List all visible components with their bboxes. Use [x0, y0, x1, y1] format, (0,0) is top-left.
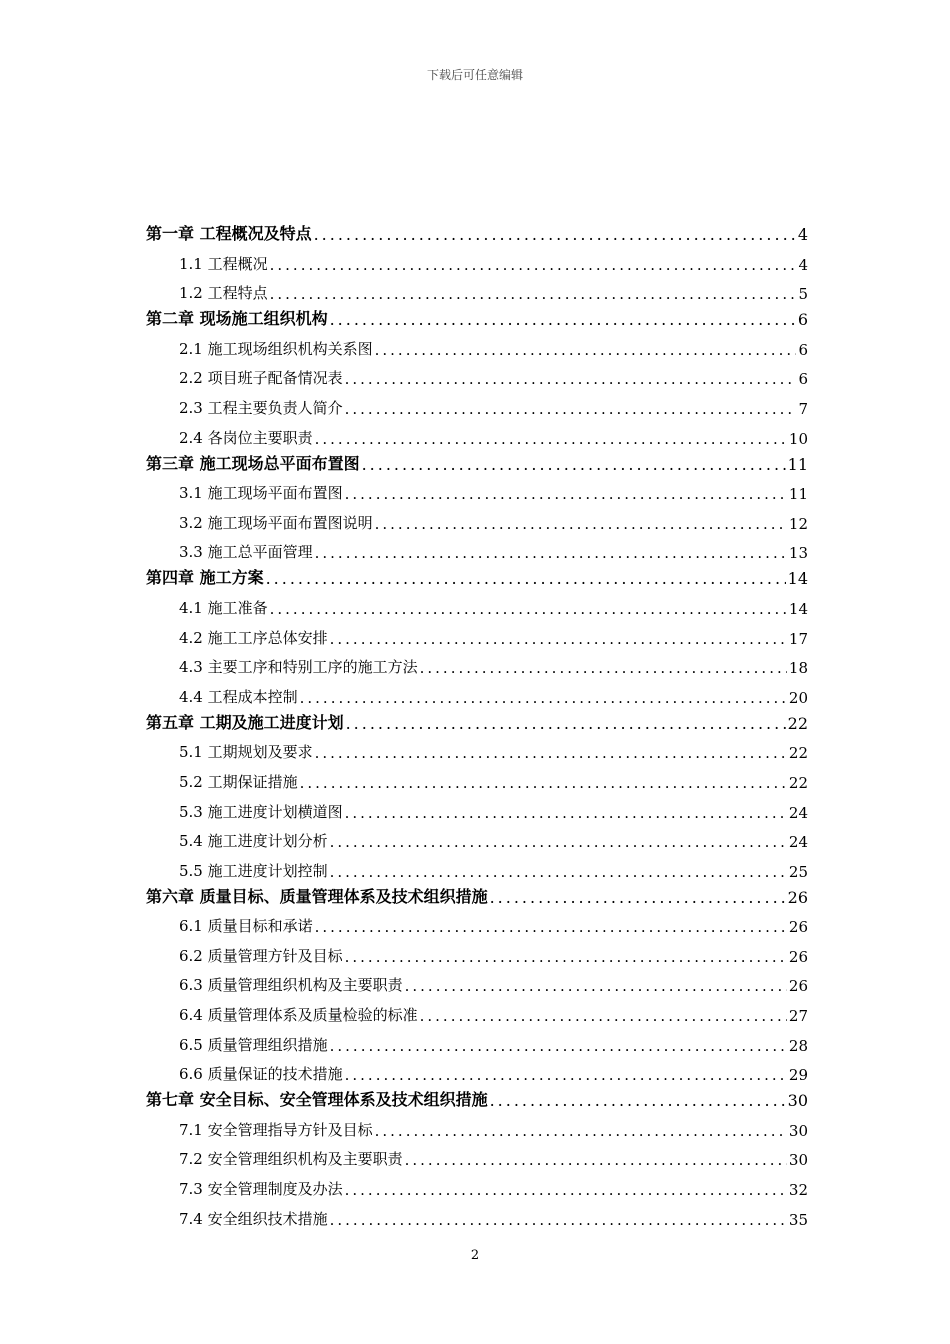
toc-entry-page: 4: [798, 255, 808, 274]
toc-entry-title: 第三章 施工现场总平面布置图: [146, 453, 360, 473]
toc-section-entry[interactable]: [146, 359, 808, 389]
toc-entry-title: 4.4 工程成本控制: [179, 687, 298, 706]
dot-leader: [375, 515, 787, 533]
dot-leader: [315, 744, 787, 762]
toc-entry-page: 27: [788, 1007, 808, 1026]
toc-entry-page: 6: [798, 340, 808, 359]
toc-entry-page: 11: [787, 454, 808, 474]
toc-entry-title: 第六章 质量目标、质量管理体系及技术组织措施: [146, 886, 488, 906]
toc-entry-page: 26: [787, 887, 808, 907]
toc-section-entry[interactable]: [146, 1110, 808, 1140]
toc-chapter-entry[interactable]: [146, 218, 808, 244]
toc-entry-title: 5.4 施工进度计划分析: [179, 832, 328, 851]
toc-section-entry[interactable]: [146, 618, 808, 648]
toc-entry-title: 第四章 施工方案: [146, 568, 264, 588]
toc-entry-title: 2.4 各岗位主要职责: [179, 428, 313, 447]
dot-leader: [314, 225, 796, 244]
toc-entry-page: 4: [797, 225, 808, 244]
toc-entry-page: 35: [788, 1210, 808, 1229]
toc-section-entry[interactable]: [146, 588, 808, 618]
toc-entry-title: 1.1 工程概况: [179, 254, 268, 273]
dot-leader: [330, 310, 796, 329]
dot-leader: [330, 833, 787, 851]
toc-entry-title: 6.3 质量管理组织机构及主要职责: [179, 976, 403, 995]
toc-entry-page: 22: [787, 713, 808, 733]
dot-leader: [330, 863, 787, 881]
toc-entry-title: 第五章 工期及施工进度计划: [146, 712, 344, 732]
dot-leader: [330, 1037, 787, 1055]
dot-leader: [270, 256, 797, 274]
toc-chapter-entry[interactable]: [146, 562, 808, 588]
toc-entry-title: 7.1 安全管理指导方针及目标: [179, 1120, 373, 1139]
dot-leader: [345, 948, 787, 966]
toc-entry-page: 20: [788, 688, 808, 707]
toc-section-entry[interactable]: [146, 474, 808, 504]
toc-entry-page: 32: [788, 1181, 808, 1200]
dot-leader: [345, 370, 797, 388]
toc-entry-page: 30: [787, 1091, 808, 1111]
dot-leader: [345, 1066, 787, 1084]
toc-entry-page: 14: [788, 599, 808, 618]
toc-entry-page: 7: [798, 399, 808, 418]
toc-entry-title: 第二章 现场施工组织机构: [146, 309, 328, 329]
dot-leader: [330, 1211, 787, 1229]
toc-entry-title: 4.3 主要工序和特别工序的施工方法: [179, 658, 418, 677]
toc-entry-page: 26: [788, 947, 808, 966]
toc-section-entry[interactable]: [146, 792, 808, 822]
toc-section-entry[interactable]: [146, 995, 808, 1025]
toc-entry-page: 14: [787, 569, 808, 589]
toc-section-entry[interactable]: [146, 851, 808, 881]
dot-leader: [362, 455, 786, 474]
toc-entry-title: 5.1 工期规划及要求: [179, 743, 313, 762]
toc-entry-title: 3.1 施工现场平面布置图: [179, 484, 343, 503]
toc-section-entry[interactable]: [146, 1199, 808, 1229]
toc-entry-page: 29: [788, 1066, 808, 1085]
dot-leader: [490, 1091, 786, 1110]
toc-section-entry[interactable]: [146, 1025, 808, 1055]
toc-section-entry[interactable]: [146, 677, 808, 707]
toc-entry-page: 12: [788, 514, 808, 533]
toc-entry-title: 第七章 安全目标、安全管理体系及技术组织措施: [146, 1090, 488, 1110]
toc-section-entry[interactable]: [146, 503, 808, 533]
toc-section-entry[interactable]: [146, 762, 808, 792]
toc-section-entry[interactable]: [146, 1140, 808, 1170]
toc-entry-title: 6.4 质量管理体系及质量检验的标准: [179, 1006, 418, 1025]
toc-entry-title: 2.2 项目班子配备情况表: [179, 369, 343, 388]
page-header: 下载后可任意编辑: [426, 68, 523, 82]
dot-leader: [375, 1122, 787, 1140]
toc-chapter-entry[interactable]: [146, 1084, 808, 1110]
toc-entry-page: 17: [788, 629, 808, 648]
dot-leader: [346, 714, 786, 733]
toc-entry-page: 30: [788, 1151, 808, 1170]
toc-entry-title: 1.2 工程特点: [179, 284, 268, 303]
toc-entry-title: 3.3 施工总平面管理: [179, 543, 313, 562]
dot-leader: [330, 630, 787, 648]
toc-entry-title: 6.6 质量保证的技术措施: [179, 1065, 343, 1084]
toc-section-entry[interactable]: [146, 1055, 808, 1085]
dot-leader: [345, 1181, 787, 1199]
toc-entry-page: 24: [788, 803, 808, 822]
table-of-contents: [146, 218, 808, 1229]
dot-leader: [315, 430, 787, 448]
toc-entry-title: 2.3 工程主要负责人简介: [179, 398, 343, 417]
dot-leader: [315, 918, 787, 936]
toc-section-entry[interactable]: [146, 418, 808, 448]
toc-entry-title: 4.2 施工工序总体安排: [179, 628, 328, 647]
toc-section-entry[interactable]: [146, 936, 808, 966]
toc-section-entry[interactable]: [146, 733, 808, 763]
dot-leader: [490, 888, 786, 907]
toc-entry-page: 25: [788, 862, 808, 881]
dot-leader: [270, 600, 787, 618]
toc-section-entry[interactable]: [146, 966, 808, 996]
dot-leader: [405, 1151, 787, 1169]
toc-entry-page: 22: [788, 773, 808, 792]
dot-leader: [345, 400, 797, 418]
toc-entry-title: 7.4 安全组织技术措施: [179, 1209, 328, 1228]
dot-leader: [420, 659, 787, 677]
dot-leader: [345, 804, 787, 822]
toc-entry-title: 5.5 施工进度计划控制: [179, 861, 328, 880]
dot-leader: [345, 485, 787, 503]
toc-chapter-entry[interactable]: [146, 303, 808, 329]
toc-entry-page: 6: [798, 370, 808, 389]
toc-entry-title: 4.1 施工准备: [179, 598, 268, 617]
dot-leader: [300, 689, 787, 707]
toc-entry-title: 3.2 施工现场平面布置图说明: [179, 513, 373, 532]
dot-leader: [270, 285, 797, 303]
toc-chapter-entry[interactable]: [146, 707, 808, 733]
toc-entry-page: 13: [788, 544, 808, 563]
toc-chapter-entry[interactable]: [146, 448, 808, 474]
page-number: 2: [470, 1248, 480, 1263]
dot-leader: [266, 569, 786, 588]
dot-leader: [405, 977, 787, 995]
toc-entry-page: 26: [788, 918, 808, 937]
toc-section-entry[interactable]: [146, 822, 808, 852]
toc-entry-title: 5.3 施工进度计划横道图: [179, 802, 343, 821]
toc-section-entry[interactable]: [146, 533, 808, 563]
dot-leader: [300, 774, 787, 792]
toc-entry-title: 2.1 施工现场组织机构关系图: [179, 339, 373, 358]
toc-section-entry[interactable]: [146, 388, 808, 418]
toc-section-entry[interactable]: [146, 274, 808, 304]
dot-leader: [420, 1007, 787, 1025]
toc-section-entry[interactable]: [146, 907, 808, 937]
toc-entry-title: 7.2 安全管理组织机构及主要职责: [179, 1150, 403, 1169]
toc-entry-page: 6: [797, 310, 808, 330]
toc-section-entry[interactable]: [146, 329, 808, 359]
toc-entry-title: 6.5 质量管理组织措施: [179, 1035, 328, 1054]
toc-entry-page: 11: [788, 485, 808, 504]
toc-entry-page: 22: [788, 744, 808, 763]
toc-section-entry[interactable]: [146, 244, 808, 274]
toc-chapter-entry[interactable]: [146, 881, 808, 907]
toc-entry-page: 30: [788, 1121, 808, 1140]
toc-entry-title: 第一章 工程概况及特点: [146, 224, 312, 243]
dot-leader: [315, 544, 787, 562]
toc-entry-title: 6.1 质量目标和承诺: [179, 917, 313, 936]
toc-entry-title: 6.2 质量管理方针及目标: [179, 946, 343, 965]
dot-leader: [375, 341, 797, 359]
toc-entry-page: 18: [788, 659, 808, 678]
toc-entry-page: 5: [798, 285, 808, 304]
toc-section-entry[interactable]: [146, 648, 808, 678]
toc-entry-page: 26: [788, 977, 808, 996]
toc-entry-page: 24: [788, 833, 808, 852]
toc-entry-title: 5.2 工期保证措施: [179, 772, 298, 791]
toc-entry-page: 28: [788, 1036, 808, 1055]
toc-entry-title: 7.3 安全管理制度及办法: [179, 1180, 343, 1199]
toc-section-entry[interactable]: [146, 1169, 808, 1199]
toc-entry-page: 10: [788, 429, 808, 448]
